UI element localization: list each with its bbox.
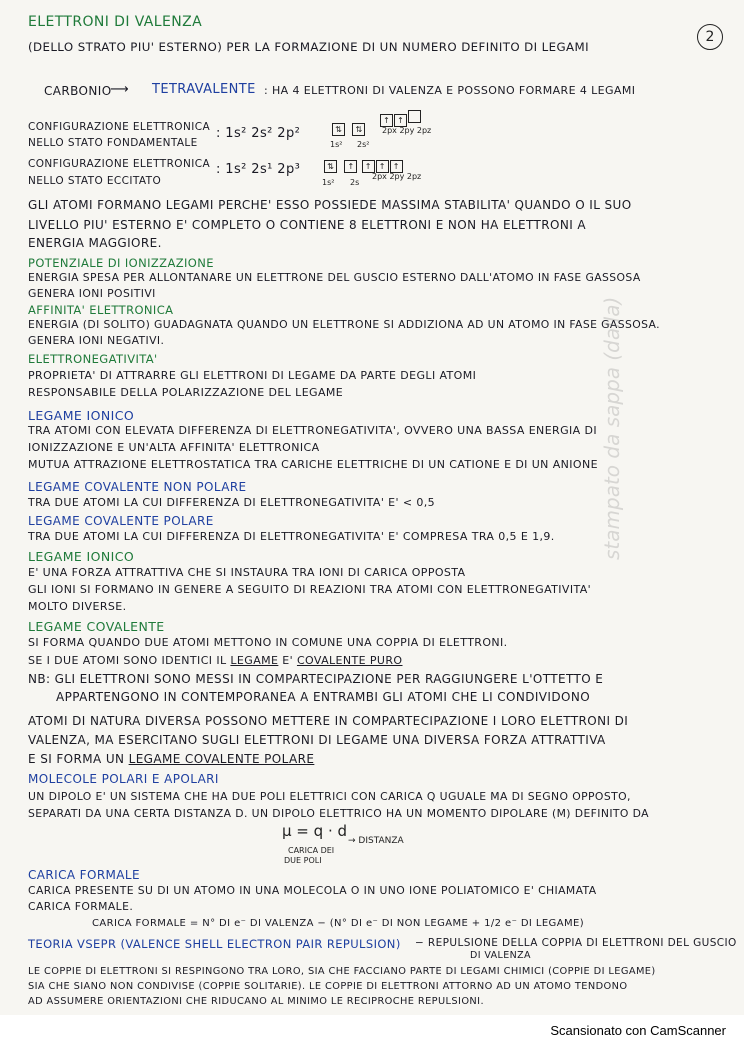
excited-orbital-boxes: ⇅ ↑ ↑ ↑ ↑ — [324, 160, 404, 173]
ground-orbital-boxes: ⇅ ⇅ — [332, 123, 366, 136]
carbon-label: CARBONIO — [44, 84, 112, 98]
excited-config-formula: : 1s² 2s¹ 2p³ — [216, 162, 301, 177]
heading-vsepr: TEORIA VSEPR (VALENCE SHELL ELECTRON PAIR REPULSION) — [28, 937, 401, 951]
arrow-icon: ⟶ — [110, 82, 130, 97]
dipole-formula: μ = q · d — [282, 822, 347, 840]
text-fragment: E SI FORMA UN — [28, 752, 129, 766]
orbital-label: 2px 2py 2pz — [382, 126, 432, 135]
text-fragment: COVALENTE PURO — [296, 654, 403, 667]
text-line: NELLO STATO ECCITATO — [28, 175, 162, 187]
text-line: TRA DUE ATOMI LA CUI DIFFERENZA DI ELETTRONEGATIVITA' E' < 0,5 — [28, 496, 436, 509]
text-line: MUTUA ATTRAZIONE ELETTROSTATICA TRA CARICHE ELETTRICHE DI UN CATIONE E DI UN ANIONE — [28, 458, 598, 471]
ground-2p-boxes: ↑ ↑ — [380, 110, 422, 127]
ground-config-formula: : 1s² 2s² 2p² — [216, 126, 301, 141]
distance-label: → DISTANZA — [348, 836, 404, 846]
text-line: TRA ATOMI CON ELEVATA DIFFERENZA DI ELETTRONEGATIVITA', OVVERO UNA BASSA ENERGIA DI — [28, 424, 597, 437]
text-line: UN DIPOLO E' UN SISTEMA CHE HA DUE POLI ELETTRICI CON CARICA Q UGUALE MA DI SEGNO OPPOSTO, — [28, 790, 631, 803]
text-line: NELLO STATO FONDAMENTALE — [28, 137, 198, 149]
text-line: CARICA FORMALE. — [28, 900, 134, 913]
watermark: stampato da sappa (dalla) — [600, 296, 624, 560]
text-fragment: LEGAME — [230, 654, 279, 667]
text-line — [28, 752, 314, 766]
heading-nonpolar-covalent: LEGAME COVALENTE NON POLARE — [28, 480, 247, 494]
orbital-label: 1s² — [330, 140, 343, 149]
text-line: − REPULSIONE DELLA COPPIA DI ELETTRONI DEL GUSCIO — [415, 937, 737, 949]
heading-valence-electrons: ELETTRONI DI VALENZA — [28, 14, 203, 30]
text-line: GENERA IONI NEGATIVI. — [28, 334, 165, 347]
text-line: APPARTENGONO IN CONTEMPORANEA A ENTRAMBI GLI ATOMI CHE LI CONDIVIDONO — [56, 690, 591, 704]
text-line: TRA DUE ATOMI LA CUI DIFFERENZA DI ELETTRONEGATIVITA' E' COMPRESA TRA 0,5 E 1,9. — [28, 530, 555, 543]
text-line: PROPRIETA' DI ATTRARRE GLI ELETTRONI DI LEGAME DA PARTE DEGLI ATOMI — [28, 369, 477, 382]
text-line: ENERGIA (DI SOLITO) GUADAGNATA QUANDO UN ELETTRONE SI ADDIZIONA AD UN ATOMO IN FASE GASSOSA. — [28, 318, 660, 331]
orbital-label: 2px 2py 2pz — [372, 172, 422, 181]
text-line — [28, 654, 403, 667]
text-line: GLI IONI SI FORMANO IN GENERE A SEGUITO DI REAZIONI TRA ATOMI CON ELETTRONEGATIVITA' — [28, 583, 592, 596]
text-fragment: SE I DUE ATOMI SONO IDENTICI IL — [28, 654, 231, 667]
text-line: SI FORMA QUANDO DUE ATOMI METTONO IN COMUNE UNA COPPIA DI ELETTRONI. — [28, 636, 508, 649]
page-number: 2 — [697, 24, 723, 50]
text-line: IONIZZAZIONE E UN'ALTA AFFINITA' ELETTRONICA — [28, 441, 320, 454]
heading-ionization: POTENZIALE DI IONIZZAZIONE — [28, 256, 214, 270]
orbital-label: 2s — [350, 178, 360, 187]
text-line: GLI ATOMI FORMANO LEGAMI PERCHE' ESSO POSSIEDE MASSIMA STABILITA' QUANDO O IL SUO — [28, 198, 632, 212]
tetravalent-label: TETRAVALENTE — [152, 82, 256, 97]
text-line: CONFIGURAZIONE ELETTRONICA — [28, 158, 211, 170]
text-line: ENERGIA SPESA PER ALLONTANARE UN ELETTRONE DEL GUSCIO ESTERNO DALL'ATOMO IN FASE GASSOSA — [28, 271, 641, 284]
text-line: LIVELLO PIU' ESTERNO E' COMPLETO O CONTIENE 8 ELETTRONI E NON HA ELETTRONI A — [28, 218, 586, 232]
heading-electron-affinity: AFFINITA' ELETTRONICA — [28, 303, 174, 317]
heading-ionic-bond: LEGAME IONICO — [28, 408, 135, 423]
text-fragment: E' — [278, 654, 297, 667]
text-line: LE COPPIE DI ELETTRONI SI RESPINGONO TRA LORO, SIA CHE FACCIANO PARTE DI LEGAMI CHIMICI (COPPIE DI LEGAME) — [28, 966, 656, 977]
heading-ionic-bond-2: LEGAME IONICO — [28, 549, 135, 564]
text-line: CONFIGURAZIONE ELETTRONICA — [28, 121, 211, 133]
text-line: SEPARATI DA UNA CERTA DISTANZA D. UN DIPOLO ELETTRICO HA UN MOMENTO DIPOLARE (Μ) DEFINITO DA — [28, 807, 649, 820]
heading-electronegativity: ELETTRONEGATIVITA' — [28, 352, 158, 366]
text-line: MOLTO DIVERSE. — [28, 600, 127, 613]
text-line: ENERGIA MAGGIORE. — [28, 236, 162, 250]
text-line: NB: GLI ELETTRONI SONO MESSI IN COMPARTECIPAZIONE PER RAGGIUNGERE L'OTTETTO E — [28, 672, 604, 686]
orbital-label: 1s² — [322, 178, 335, 187]
text-fragment: LEGAME COVALENTE POLARE — [128, 752, 315, 766]
text-line: AD ASSUMERE ORIENTAZIONI CHE RIDUCANO AL MINIMO LE RECIPROCHE REPULSIONI. — [28, 996, 484, 1007]
text-line: VALENZA, MA ESERCITANO SUGLI ELETTRONI DI LEGAME UNA DIVERSA FORZA ATTRATTIVA — [28, 733, 606, 747]
text-line: CARICA PRESENTE SU DI UN ATOMO IN UNA MOLECOLA O IN UNO IONE POLIATOMICO E' CHIAMATA — [28, 884, 597, 897]
text-line: ATOMI DI NATURA DIVERSA POSSONO METTERE IN COMPARTECIPAZIONE I LORO ELETTRONI DI — [28, 714, 629, 728]
text-line: E' UNA FORZA ATTRATTIVA CHE SI INSTAURA TRA IONI DI CARICA OPPOSTA — [28, 566, 466, 579]
formal-charge-formula: CARICA FORMALE = N° DI e⁻ DI VALENZA − (N° DI e⁻ DI NON LEGAME + 1/2 e⁻ DI LEGAME) — [92, 918, 584, 929]
heading-covalent-bond: LEGAME COVALENTE — [28, 619, 165, 634]
text-line: DI VALENZA — [470, 950, 531, 961]
text-line: (DELLO STRATO PIU' ESTERNO) PER LA FORMAZIONE DI UN NUMERO DEFINITO DI LEGAMI — [28, 40, 589, 54]
heading-formal-charge: CARICA FORMALE — [28, 868, 140, 882]
scanner-footer: Scansionato con CamScanner — [550, 1023, 726, 1038]
text-line: SIA CHE SIANO NON CONDIVISE (COPPIE SOLITARIE). LE COPPIE DI ELETTRONI ATTORNO AD UN ATOMO TENDONO — [28, 981, 628, 992]
text-line: : HA 4 ELETTRONI DI VALENZA E POSSONO FORMARE 4 LEGAMI — [264, 84, 636, 97]
charge-label: CARICA DEI — [288, 846, 335, 855]
text-line: RESPONSABILE DELLA POLARIZZAZIONE DEL LEGAME — [28, 386, 344, 399]
heading-polar-covalent: LEGAME COVALENTE POLARE — [28, 514, 214, 528]
orbital-label: 2s² — [357, 140, 370, 149]
text-line: GENERA IONI POSITIVI — [28, 287, 156, 300]
heading-polar-molecules: MOLECOLE POLARI E APOLARI — [28, 772, 219, 786]
charge-label: DUE POLI — [284, 856, 322, 865]
